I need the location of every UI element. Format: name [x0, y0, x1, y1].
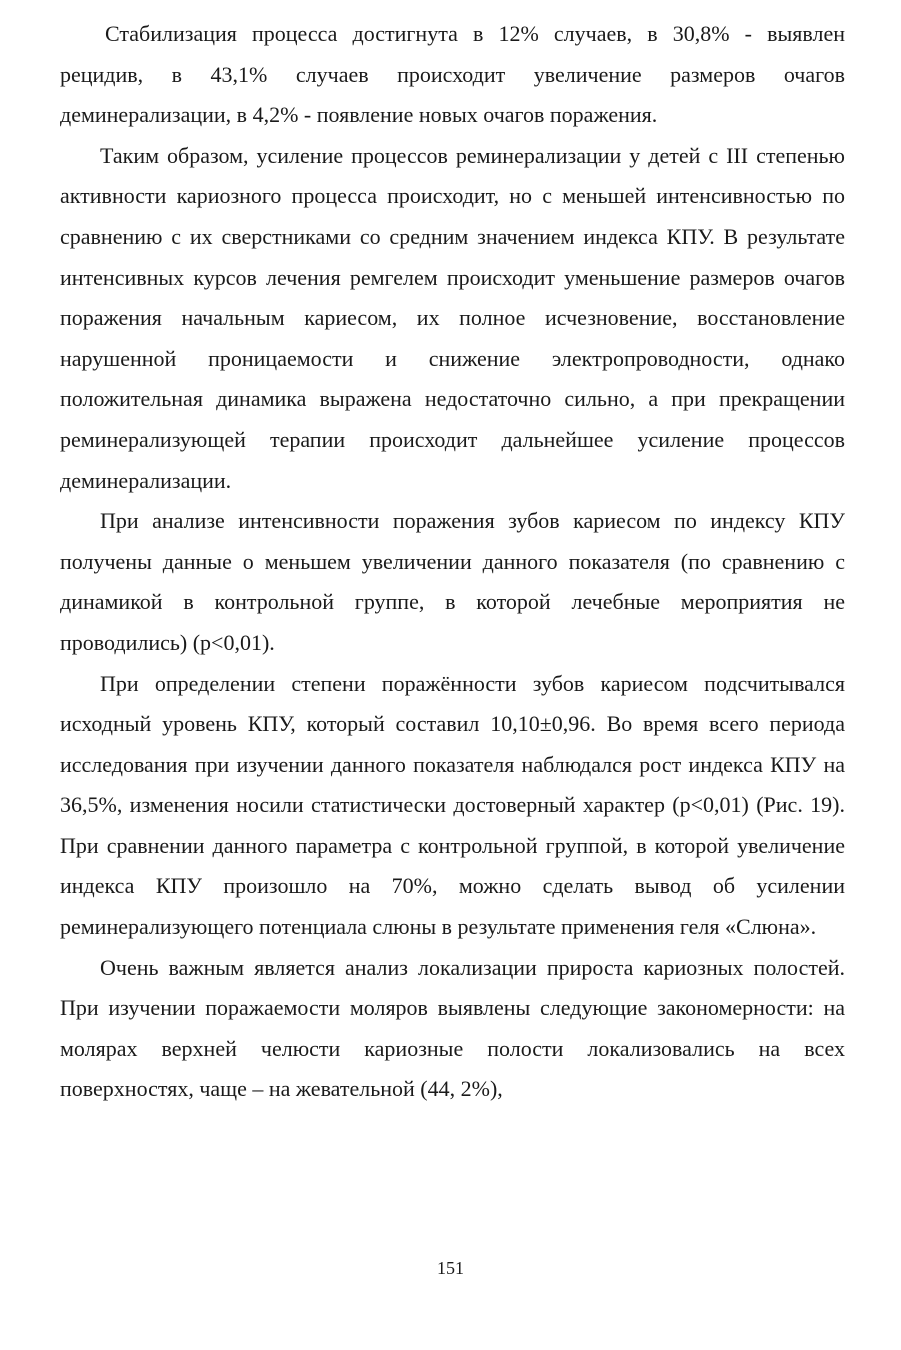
paragraph-kpu-analysis: При анализе интенсивности поражения зубов кариесом по индексу КПУ получены данные о меньшем увеличении данного показателя (по сравнению с динамикой в контрольной группе, в которой лечебные мероприятия не проводились) (p<0,01).	[60, 508, 845, 655]
page-number: 151	[437, 1258, 464, 1278]
paragraph-kpu-level: При определении степени поражённости зубов кариесом подсчитывался исходный уровень КПУ, который составил 10,10±0,96. Во время всего периода исследования при изучении данного показателя наблюдался рост индекса КПУ на 36,5%, изменения носили статистически достоверный характер (p<0,01) (Рис. 19). При сравнении данного параметра с контрольной группой, в которой увеличение индекса КПУ произошло на 70%, можно сделать вывод об усилении реминерализующего потенциала слюны в результате применения геля «Слюна».	[60, 670, 845, 940]
body-text	[60, 14, 845, 1110]
paragraph-conclusion: Таким образом, усиление процессов реминерализации у детей с III степенью активности кариозного процесса происходит, но с меньшей интенсивностью по сравнению с их сверстниками со средним значением индекса КПУ. В результате интенсивных курсов лечения ремгелем происходит уменьшение размеров очагов поражения начальным кариесом, их полное исчезновение, восстановление нарушенной проницаемости и снижение электропроводности, однако положительная динамика выражена недостаточно сильно, а при прекращении реминерализующей терапии происходит дальнейшее усиление процессов деминерализации.	[60, 142, 845, 493]
paragraph-localization: Очень важным является анализ локализации прироста кариозных полостей. При изучении поражаемости моляров выявлены следующие закономерности: на молярах верхней челюсти кариозные полости локализовались на всех поверхностях, чаще – на жевательной (44, 2%),	[60, 954, 845, 1102]
paragraph-stabilization: Стабилизация процесса достигнута в 12% случаев, в 30,8% - выявлен рецидив, в 43,1% случаев происходит увеличение размеров очагов деминерализации, в 4,2% - появление новых очагов поражения.	[60, 21, 845, 128]
